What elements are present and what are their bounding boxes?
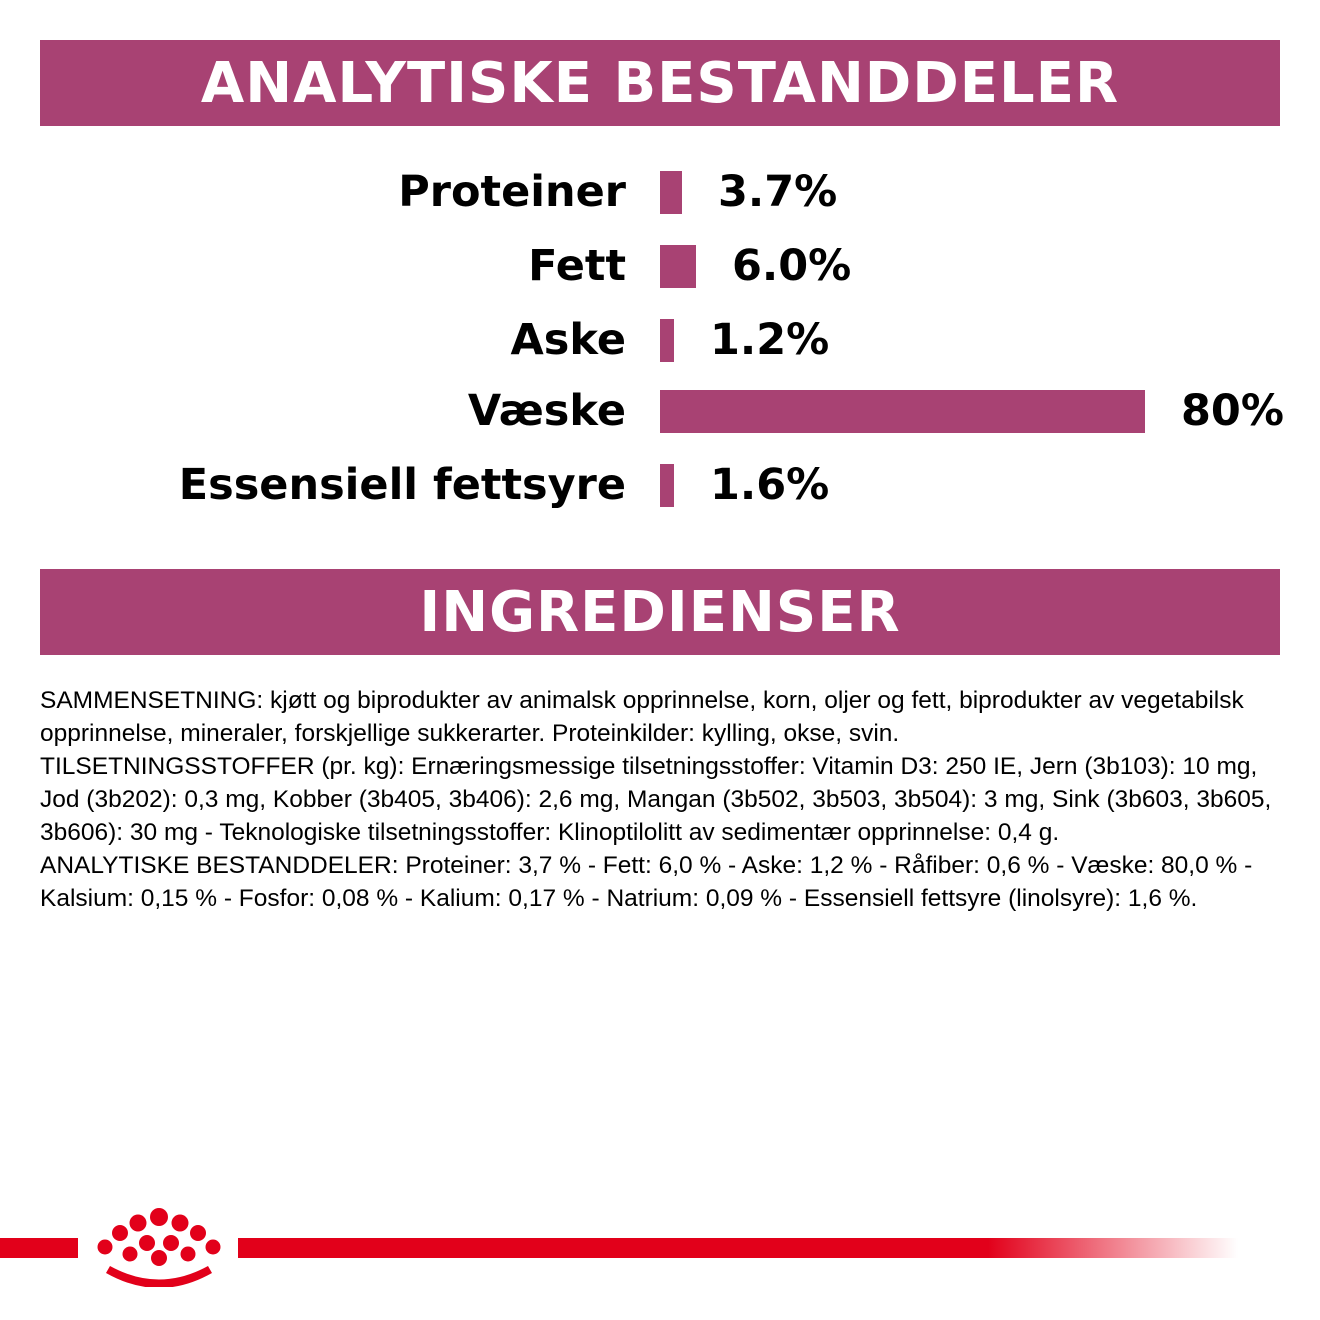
nutrient-value: 1.2%	[710, 315, 830, 365]
nutrient-label: Essensiell fettsyre	[178, 460, 626, 510]
nutrient-label: Fett	[528, 241, 626, 291]
royal-canin-crown-icon	[88, 1205, 230, 1287]
nutrient-value: 6.0%	[732, 241, 852, 291]
nutrient-value: 80%	[1181, 386, 1284, 436]
nutrient-row-vaeske	[0, 376, 1320, 446]
additives-paragraph: TILSETNINGSSTOFFER (pr. kg): Ernæringsmessige tilsetningsstoffer: Vitamin D3: 250 IE, Jern (3b103): 10 mg, Jod (3b202): 0,3 mg, Kobber (3b405, 3b406): 2,6 mg, Mangan (3b502, 3b503, 3b504): 3 mg, Sink (3b603, 3b605, 3b606): 30 mg - Teknologiske tilsetningsstoffer: Klinoptilolitt av sedimentær opprinnelse: 0,4 g.	[40, 753, 1272, 846]
analytics-heading: ANALYTISKE BESTANDDELER	[200, 50, 1120, 116]
nutrient-value: 3.7%	[718, 167, 838, 217]
nutrient-row-proteiner	[0, 157, 1320, 227]
nutrient-row-fett	[0, 231, 1320, 301]
ingredients-text	[40, 684, 1285, 915]
nutrient-label: Proteiner	[398, 167, 626, 217]
brand-line-right	[238, 1238, 1238, 1258]
nutrient-row-aske	[0, 305, 1320, 375]
analytical-paragraph: ANALYTISKE BESTANDDELER: Proteiner: 3,7 % - Fett: 6,0 % - Aske: 1,2 % - Råfiber: 0,6 % - Væske: 80,0 % - Kalsium: 0,15 % - Fosfor: 0,08 % - Kalium: 0,17 % - Natrium: 0,09 % - Essensiell fettsyre (linolsyre): 1,6 %.	[40, 852, 1253, 912]
nutrient-bar	[660, 245, 696, 288]
nutrient-label: Væske	[467, 386, 626, 436]
nutrient-row-essensiell-fettsyre	[0, 450, 1320, 520]
composition-paragraph: SAMMENSETNING: kjøtt og biprodukter av animalsk opprinnelse, korn, oljer og fett, biprodukter av vegetabilsk opprinnelse, mineraler, forskjellige sukkerarter. Proteinkilder: kylling, okse, svin.	[40, 687, 1244, 747]
brand-line-left	[0, 1238, 78, 1258]
nutrient-bar	[660, 171, 682, 214]
nutrient-bar	[660, 464, 674, 507]
nutrient-value: 1.6%	[710, 460, 830, 510]
nutrient-bar	[660, 319, 674, 362]
nutrient-bar	[660, 390, 1145, 433]
ingredients-heading: INGREDIENSER	[419, 579, 901, 645]
analytics-banner	[40, 40, 1280, 126]
nutrient-label: Aske	[510, 315, 626, 365]
ingredients-banner	[40, 569, 1280, 655]
